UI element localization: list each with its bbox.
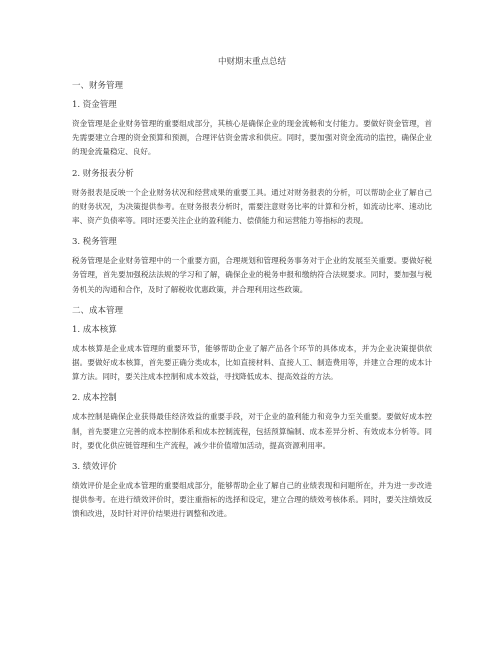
- paragraph-financial-statement-analysis: 财务报表是反映一个企业财务状况和经营成果的重要工具。通过对财务报表的分析，可以帮助企业了解自己的财务状况，为决策提供参考。在财务报表分析时，需要注意财务比率的计算和分析，如流动比率、速动比率、资产负债率等。同时还要关注企业的盈利能力、偿债能力和运营能力等指标的表现。: [72, 187, 432, 226]
- section-heading-cost-management: 二、成本管理: [72, 305, 124, 316]
- sub-heading-fund-management: 1. 资金管理: [72, 100, 117, 110]
- sub-heading-cost-control: 2. 成本控制: [72, 393, 117, 404]
- sub-heading-tax-management: 3. 税务管理: [72, 237, 117, 248]
- sub-heading-cost-accounting: 1. 成本核算: [72, 324, 117, 335]
- paragraph-cost-accounting: 成本核算是企业成本管理的重要环节，能够帮助企业了解产品各个环节的具体成本，并为企业决策提供依据。要做好成本核算，首先要正确分类成本，比如直接材料、直接人工、制造费用等，并建立合理的成本计算方法。同时，要关注成本控制和成本效益，寻找降低成本、提高效益的方法。: [72, 343, 432, 382]
- paragraph-performance-evaluation: 绩效评价是企业成本管理的重要组成部分，能够帮助企业了解自己的业绩表现和问题所在，并为进一步改进提供参考。在进行绩效评价时，要注重指标的选择和设定，建立合理的绩效考核体系。同时，要关注绩效反馈和改进，及时针对评价结果进行调整和改进。: [72, 481, 432, 519]
- document-title: 中财期末重点总结: [217, 57, 286, 67]
- sub-heading-financial-statement-analysis: 2. 财务报表分析: [72, 168, 134, 179]
- paragraph-fund-management: 资金管理是企业财务管理的重要组成部分，其核心是确保企业的现金流畅和支付能力。要做好资金管理，首先需要建立合理的资金预算和预测，合理评估资金需求和供应。同时，要加强对资金流动的监控，确保企业的现金流量稳定、良好。: [72, 119, 432, 157]
- paragraph-cost-control: 成本控制是确保企业获得最佳经济效益的重要手段，对于企业的盈利能力和竞争力至关重要。要做好成本控制，首先要建立完善的成本控制体系和成本控制流程，包括预算编制、成本差异分析、有效成本分析等。同时，要优化供应链管理和生产流程，减少非价值增加活动，提高资源利用率。: [72, 412, 432, 450]
- paragraph-tax-management: 税务管理是企业财务管理中的一个重要方面，合理规划和管理税务事务对于企业的发展至关重要。要做好税务管理，首先要加强税法法规的学习和了解，确保企业的税务申报和缴纳符合法规要求。同时，要加强与税务机关的沟通和合作，及时了解税收优惠政策，并合理利用这些政策。: [72, 256, 432, 294]
- section-heading-financial-management: 一、财务管理: [72, 81, 124, 91]
- sub-heading-performance-evaluation: 3. 绩效评价: [72, 462, 117, 473]
